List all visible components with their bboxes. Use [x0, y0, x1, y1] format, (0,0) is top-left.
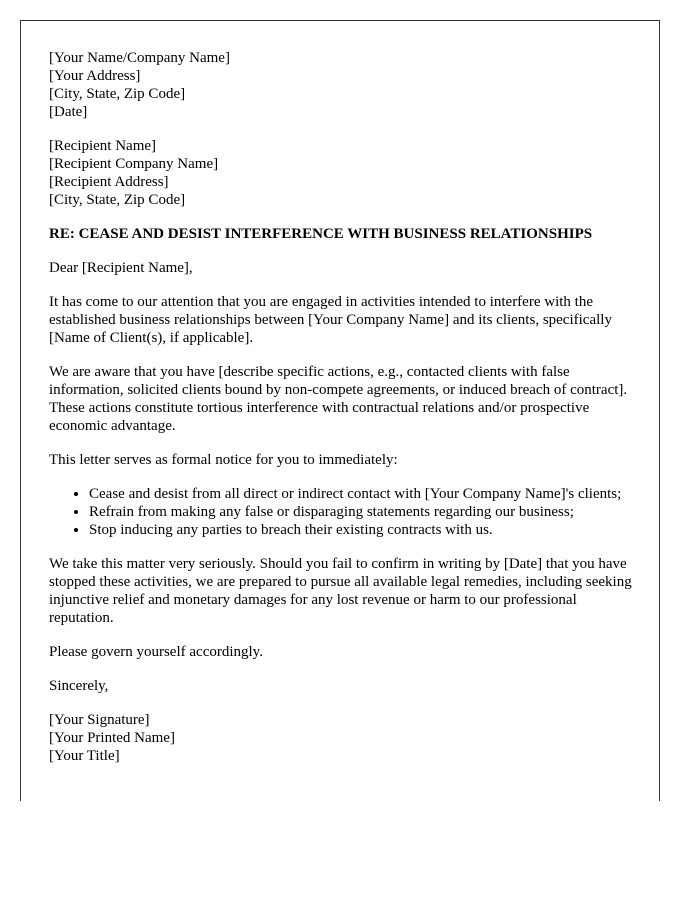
recipient-name: [Recipient Name]: [49, 138, 157, 154]
recipient-address: [Recipient Address]: [49, 174, 169, 190]
signature: [Your Signature]: [49, 712, 150, 728]
paragraph-attention: It has come to our attention that you are engaged in activities intended to interfere with the established business relationships between [Your Company Name] and its clients, specifically [Name of Client(s), if applicable].: [49, 294, 612, 346]
demand-item: • Refrain from making any false or disparaging statements regarding our business;: [89, 503, 639, 521]
signer-title: [Your Title]: [49, 748, 120, 764]
paragraph-notice: This letter serves as formal notice for you to immediately:: [49, 452, 398, 468]
letter-body: [49, 49, 639, 781]
demands-list: [49, 485, 639, 539]
letter-date: [Date]: [49, 104, 88, 120]
sender-city-state-zip: [City, State, Zip Code]: [49, 86, 186, 102]
subject-line: RE: CEASE AND DESIST INTERFERENCE WITH BUSINESS RELATIONSHIPS: [49, 226, 593, 242]
closing: Sincerely,: [49, 678, 109, 694]
sender-address-block: [49, 49, 639, 121]
signature-block: [49, 711, 639, 765]
recipient-city-state-zip: [City, State, Zip Code]: [49, 192, 186, 208]
recipient-company: [Recipient Company Name]: [49, 156, 219, 172]
sender-address: [Your Address]: [49, 68, 141, 84]
demand-item: • Stop inducing any parties to breach their existing contracts with us.: [89, 521, 639, 539]
printed-name: [Your Printed Name]: [49, 730, 175, 746]
recipient-address-block: [49, 137, 639, 209]
sender-name: [Your Name/Company Name]: [49, 50, 230, 66]
paragraph-actions: We are aware that you have [describe specific actions, e.g., contacted clients with false information, solicited clients bound by non-compete agreements, or induced breach of contract]. These actions constitute tortious interference with contractual relations and/or prospective economic advantage.: [49, 364, 628, 434]
paragraph-govern: Please govern yourself accordingly.: [49, 644, 263, 660]
paragraph-consequences: We take this matter very seriously. Should you fail to confirm in writing by [Date] that you have stopped these activities, we are prepared to pursue all available legal remedies, including seeking injunctive relief and monetary damages for any lost revenue or harm to our professional reputation.: [49, 556, 632, 626]
demand-item: • Cease and desist from all direct or indirect contact with [Your Company Name]'s clients;: [89, 485, 639, 503]
salutation: Dear [Recipient Name],: [49, 260, 193, 276]
letter-page: [20, 20, 660, 801]
